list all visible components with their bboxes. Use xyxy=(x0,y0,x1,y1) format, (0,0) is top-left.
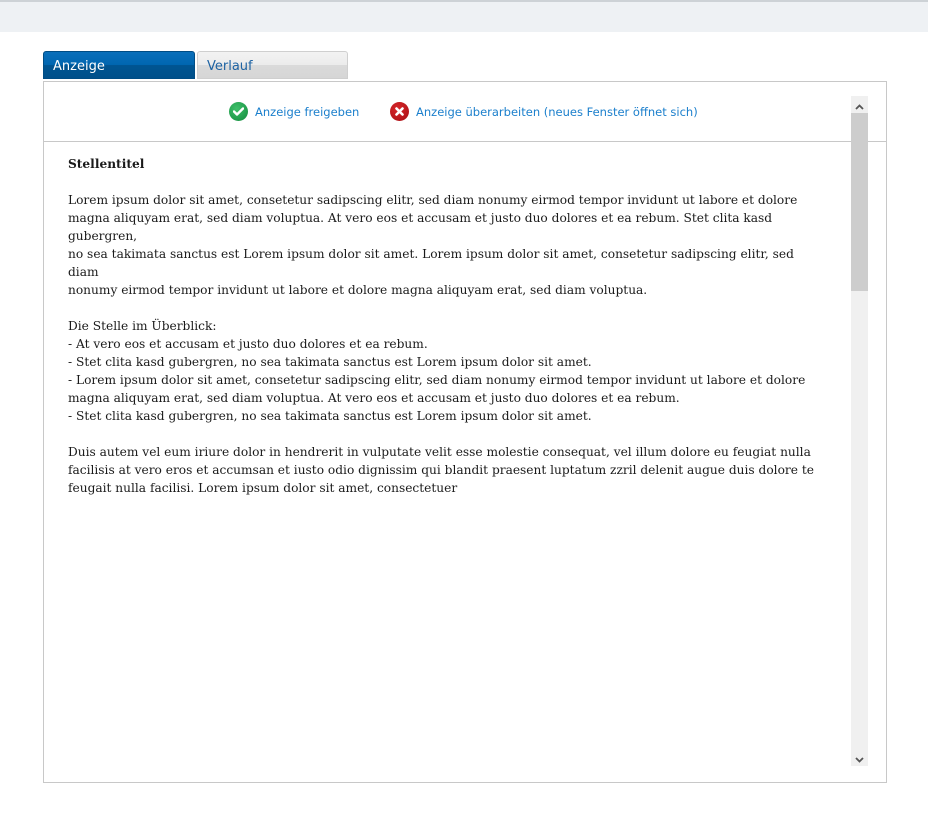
ad-preview-panel xyxy=(43,81,887,783)
chevron-down-icon xyxy=(855,748,864,767)
scroll-up-button[interactable] xyxy=(851,96,868,113)
overview-item: - Stet clita kasd gubergren, no sea takimata sanctus est Lorem ipsum dolor sit amet. xyxy=(68,409,592,423)
revise-ad-link[interactable] xyxy=(390,102,698,121)
overview-item: - At vero eos et accusam et justo duo dolores et ea rebum. xyxy=(68,337,428,351)
text-line: feugait nulla facilisi. Lorem ipsum dolor sit amet, consectetuer xyxy=(68,481,458,495)
approve-ad-link[interactable] xyxy=(229,102,359,121)
text-line: facilisis at vero eros et accumsan et iusto odio dignissim qui blandit praesent luptatum zzril delenit augue duis dolore te xyxy=(68,463,814,477)
action-bar xyxy=(44,82,886,142)
overview-item: - Lorem ipsum dolor sit amet, consetetur sadipscing elitr, sed diam nonumy eirmod tempor invidunt ut labore et dolore xyxy=(68,373,806,387)
text-line: no sea takimata sanctus est Lorem ipsum dolor sit amet. Lorem ipsum dolor sit amet, consetetur sadipscing elitr, sed diam xyxy=(68,247,794,279)
x-circle-icon xyxy=(390,102,409,121)
overview-item: - Stet clita kasd gubergren, no sea takimata sanctus est Lorem ipsum dolor sit amet. xyxy=(68,355,592,369)
text-line: Duis autem vel eum iriure dolor in hendrerit in vulputate velit esse molestie consequat, vel illum dolore eu feugiat nulla xyxy=(68,445,811,459)
revise-ad-label: Anzeige überarbeiten (neues Fenster öffnet sich) xyxy=(416,104,698,119)
overview-section xyxy=(68,317,828,425)
ad-content xyxy=(68,155,828,515)
chevron-up-icon xyxy=(855,95,864,114)
top-bar xyxy=(0,0,928,32)
tab-bar xyxy=(43,51,348,79)
check-circle-icon xyxy=(229,102,248,121)
text-line: magna aliquyam erat, sed diam voluptua. At vero eos et accusam et justo duo dolores et ea rebum. Stet clita kasd gubergren, xyxy=(68,211,773,243)
scroll-thumb[interactable] xyxy=(851,113,868,291)
text-line: Lorem ipsum dolor sit amet, consetetur sadipscing elitr, sed diam nonumy eirmod tempor invidunt ut labore et dolore xyxy=(68,193,798,207)
approve-ad-label: Anzeige freigeben xyxy=(255,104,360,119)
closing-paragraph xyxy=(68,443,828,497)
tab-verlauf[interactable]: Verlauf xyxy=(197,51,348,79)
overview-item: magna aliquyam erat, sed diam voluptua. At vero eos et accusam et justo duo dolores et ea rebum. xyxy=(68,391,680,405)
scroll-down-button[interactable] xyxy=(851,749,868,766)
job-title: Stellentitel xyxy=(68,157,145,171)
text-line: nonumy eirmod tempor invidunt ut labore et dolore magna aliquyam erat, sed diam voluptua. xyxy=(68,283,648,297)
intro-paragraph xyxy=(68,191,828,299)
tab-anzeige[interactable]: Anzeige xyxy=(43,51,195,79)
overview-heading: Die Stelle im Überblick: xyxy=(68,319,217,333)
vertical-scrollbar[interactable] xyxy=(851,96,868,766)
